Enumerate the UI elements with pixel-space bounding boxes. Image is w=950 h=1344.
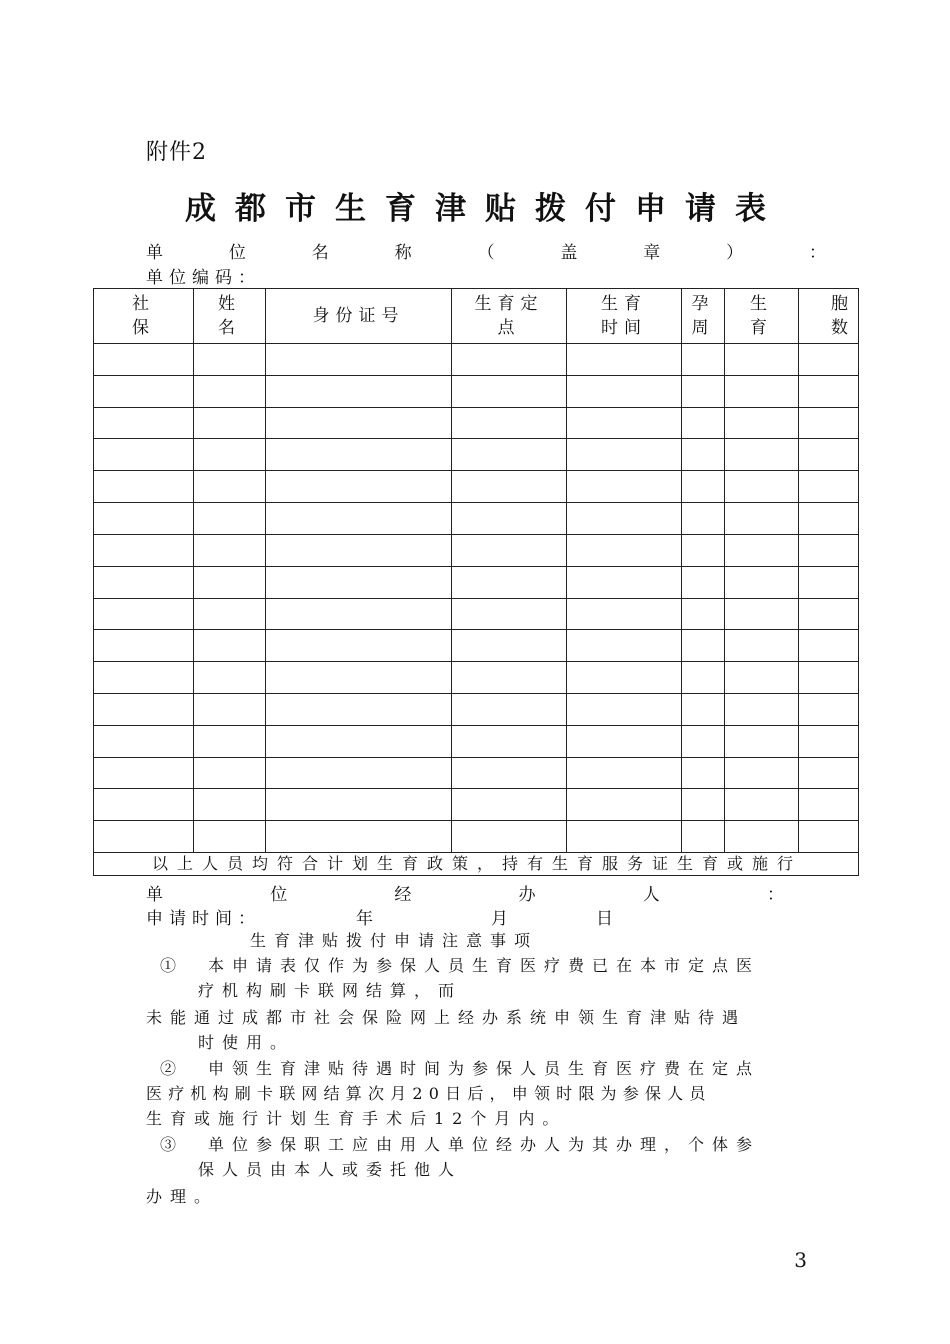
column-header [94, 289, 194, 344]
table-cell[interactable] [94, 344, 194, 376]
table-cell[interactable] [266, 375, 452, 407]
table-row [94, 662, 859, 694]
table-cell[interactable] [725, 407, 799, 439]
table-cell[interactable] [567, 344, 682, 376]
table-row [94, 789, 859, 821]
table-cell[interactable] [725, 757, 799, 789]
table-cell[interactable] [452, 693, 567, 725]
note-line-10: 办理。 [146, 1187, 219, 1206]
table-cell[interactable] [567, 566, 682, 598]
table-cell[interactable] [452, 662, 567, 694]
page-number: 3 [794, 1248, 807, 1272]
table-row [94, 344, 859, 376]
table-cell[interactable] [194, 725, 266, 757]
table-cell[interactable] [452, 725, 567, 757]
handler-char: ： [766, 885, 786, 905]
table-cell[interactable] [452, 534, 567, 566]
table-row [94, 503, 859, 535]
column-header-line: 周 [691, 318, 715, 338]
attachment-label: 附件2 [146, 140, 207, 165]
column-header [725, 289, 799, 344]
column-header [452, 289, 567, 344]
table-cell[interactable] [266, 725, 452, 757]
apply-year: 年 [356, 909, 375, 929]
table-cell[interactable] [94, 471, 194, 503]
table-cell[interactable] [682, 725, 725, 757]
table-cell[interactable] [682, 693, 725, 725]
table-cell[interactable] [194, 630, 266, 662]
table-cell[interactable] [94, 757, 194, 789]
table-cell[interactable] [452, 789, 567, 821]
table-cell[interactable] [567, 757, 682, 789]
column-header-line: 数 [831, 318, 854, 338]
table-cell[interactable] [725, 471, 799, 503]
table-cell[interactable] [682, 598, 725, 630]
table-cell[interactable] [725, 503, 799, 535]
column-header-line: 姓 [218, 294, 241, 314]
note-line-5: ② 申领生育津贴待遇时间为参保人员生育医疗费在定点 [160, 1059, 761, 1078]
note-line-1: ① 本申请表仅作为参保人员生育医疗费已在本市定点医 [160, 956, 761, 975]
table-row [94, 821, 859, 853]
table-cell[interactable] [567, 375, 682, 407]
table-cell[interactable] [799, 471, 859, 503]
table-cell[interactable] [452, 630, 567, 662]
table-cell[interactable] [194, 534, 266, 566]
table-cell[interactable] [682, 821, 725, 853]
table-cell[interactable] [567, 534, 682, 566]
table-cell[interactable] [194, 344, 266, 376]
table-cell[interactable] [266, 821, 452, 853]
table-cell[interactable] [725, 534, 799, 566]
table-cell[interactable] [725, 630, 799, 662]
apply-date-field [146, 904, 615, 929]
table-cell[interactable] [266, 344, 452, 376]
note-line-6: 医疗机构刷卡联网结算次月20日后，申领时限为参保人员 [146, 1084, 712, 1103]
table-cell[interactable] [725, 693, 799, 725]
table-row [94, 598, 859, 630]
table-cell[interactable] [799, 344, 859, 376]
declaration-text: 以上人员均符合计划生育政策，持有生育服务证生育或施行 [94, 853, 859, 876]
unit-name-char: 章 [643, 243, 663, 263]
table-cell[interactable] [266, 407, 452, 439]
table-cell[interactable] [725, 344, 799, 376]
note-line-8: ③ 单位参保职工应由用人单位经办人为其办理，个体参 [160, 1135, 761, 1154]
table-cell[interactable] [682, 662, 725, 694]
table-cell[interactable] [266, 630, 452, 662]
table-cell[interactable] [799, 439, 859, 471]
table-cell[interactable] [682, 566, 725, 598]
column-header-line: 生育定 [474, 294, 544, 314]
table-cell[interactable] [194, 662, 266, 694]
table-cell[interactable] [452, 503, 567, 535]
table-cell[interactable] [452, 439, 567, 471]
table-cell[interactable] [725, 566, 799, 598]
table-cell[interactable] [266, 789, 452, 821]
unit-name-char: 称 [394, 243, 414, 263]
apply-month: 月 [491, 909, 510, 929]
table-cell[interactable] [799, 757, 859, 789]
table-cell[interactable] [567, 503, 682, 535]
table-row [94, 725, 859, 757]
note-line-9: 保人员由本人或委托他人 [198, 1160, 463, 1179]
table-cell[interactable] [682, 534, 725, 566]
table-cell[interactable] [682, 375, 725, 407]
table-cell[interactable] [567, 725, 682, 757]
column-header-line: 时间 [601, 318, 647, 338]
table-cell[interactable] [194, 757, 266, 789]
unit-code-field: 单位编码： [146, 268, 261, 288]
table-cell[interactable] [799, 662, 859, 694]
column-header-line: 点 [497, 318, 521, 338]
column-header [682, 289, 725, 344]
table-cell[interactable] [725, 789, 799, 821]
handler-char: 单 [146, 885, 165, 905]
column-header-line: 社 [132, 294, 155, 314]
table-cell[interactable] [194, 471, 266, 503]
table-cell[interactable] [682, 344, 725, 376]
table-cell[interactable] [94, 375, 194, 407]
table-cell[interactable] [94, 566, 194, 598]
table-cell[interactable] [452, 344, 567, 376]
unit-name-char: （ [477, 243, 497, 263]
table-cell[interactable] [266, 693, 452, 725]
table-cell[interactable] [799, 725, 859, 757]
table-cell[interactable] [682, 407, 725, 439]
table-cell[interactable] [567, 789, 682, 821]
unit-name-char: 名 [311, 243, 331, 263]
table-row [94, 630, 859, 662]
table-cell[interactable] [799, 821, 859, 853]
table-cell[interactable] [194, 693, 266, 725]
table-cell[interactable] [194, 407, 266, 439]
table-cell[interactable] [799, 503, 859, 535]
table-cell[interactable] [94, 725, 194, 757]
table-row [94, 471, 859, 503]
note-line-4: 时使用。 [198, 1033, 295, 1052]
table-cell[interactable] [194, 375, 266, 407]
table-cell[interactable] [452, 566, 567, 598]
column-header-line: 孕 [691, 294, 715, 314]
table-row [94, 566, 859, 598]
apply-date-label: 申请时间： [146, 909, 261, 929]
table-cell[interactable] [94, 407, 194, 439]
unit-name-char: 单 [146, 243, 165, 263]
unit-name-char: 盖 [560, 243, 580, 263]
note-line-7: 生育或施行计划生育手术后12个月内。 [146, 1109, 567, 1128]
table-cell[interactable] [94, 693, 194, 725]
apply-day: 日 [596, 909, 615, 929]
table-cell[interactable] [194, 439, 266, 471]
table-row [94, 439, 859, 471]
column-header-line: 身份证号 [312, 306, 405, 326]
table-header-row [94, 289, 859, 344]
table-cell[interactable] [567, 662, 682, 694]
unit-name-char: 位 [228, 243, 248, 263]
unit-name-char: ： [809, 243, 828, 263]
table-cell[interactable] [266, 566, 452, 598]
table-cell[interactable] [194, 503, 266, 535]
handler-field [146, 880, 786, 905]
column-header-line: 名 [218, 318, 241, 338]
table-cell[interactable] [799, 693, 859, 725]
handler-char: 人 [642, 885, 662, 905]
table-cell[interactable] [725, 662, 799, 694]
table-cell[interactable] [682, 471, 725, 503]
table-cell[interactable] [194, 598, 266, 630]
table-cell[interactable] [799, 534, 859, 566]
table-cell[interactable] [452, 471, 567, 503]
table-cell[interactable] [94, 439, 194, 471]
table-cell[interactable] [799, 598, 859, 630]
column-header [799, 289, 859, 344]
table-cell[interactable] [567, 439, 682, 471]
table-cell[interactable] [799, 566, 859, 598]
table-cell[interactable] [266, 662, 452, 694]
table-cell[interactable] [567, 407, 682, 439]
table-cell[interactable] [567, 471, 682, 503]
table-cell[interactable] [266, 534, 452, 566]
table-cell[interactable] [682, 503, 725, 535]
table-cell[interactable] [94, 503, 194, 535]
note-line-3: 未能通过成都市社会保险网上经办系统申领生育津贴待遇 [146, 1008, 747, 1027]
table-cell[interactable] [725, 725, 799, 757]
table-cell[interactable] [799, 407, 859, 439]
table-cell[interactable] [725, 821, 799, 853]
handler-char: 办 [518, 885, 538, 905]
table-cell[interactable] [94, 662, 194, 694]
table-cell[interactable] [682, 630, 725, 662]
table-cell[interactable] [567, 630, 682, 662]
table-cell[interactable] [94, 598, 194, 630]
column-header-line: 生 [750, 294, 773, 314]
column-header-line: 生育 [601, 294, 647, 314]
table-cell[interactable] [452, 598, 567, 630]
table-footer-row [94, 853, 859, 876]
table-cell[interactable] [725, 598, 799, 630]
table-cell[interactable] [266, 757, 452, 789]
column-header [266, 289, 452, 344]
table-cell[interactable] [725, 439, 799, 471]
table-cell[interactable] [194, 821, 266, 853]
table-cell[interactable] [799, 789, 859, 821]
table-cell[interactable] [682, 439, 725, 471]
table-cell[interactable] [452, 757, 567, 789]
handler-char: 位 [270, 885, 290, 905]
table-cell[interactable] [452, 407, 567, 439]
table-cell[interactable] [452, 375, 567, 407]
table-cell[interactable] [266, 503, 452, 535]
table-cell[interactable] [94, 630, 194, 662]
table-cell[interactable] [194, 789, 266, 821]
column-header [194, 289, 266, 344]
table-row [94, 375, 859, 407]
handler-char: 经 [394, 885, 414, 905]
unit-name-field [146, 238, 828, 263]
form-title: 成都市生育津贴拨付申请表 [185, 191, 785, 227]
application-table [93, 288, 859, 876]
column-header-line: 胞 [831, 294, 854, 314]
table-cell[interactable] [682, 789, 725, 821]
column-header-line: 育 [750, 318, 773, 338]
table-cell[interactable] [725, 375, 799, 407]
table-cell[interactable] [682, 757, 725, 789]
table-row [94, 693, 859, 725]
table-cell[interactable] [567, 598, 682, 630]
table-cell[interactable] [94, 821, 194, 853]
table-cell[interactable] [567, 693, 682, 725]
unit-name-char: ） [726, 243, 746, 263]
table-cell[interactable] [567, 821, 682, 853]
table-row [94, 407, 859, 439]
notes-title: 生育津贴拨付申请注意事项 [250, 931, 539, 950]
table-row [94, 757, 859, 789]
table-cell[interactable] [266, 439, 452, 471]
table-row [94, 534, 859, 566]
table-cell[interactable] [452, 821, 567, 853]
table-cell[interactable] [266, 598, 452, 630]
column-header [567, 289, 682, 344]
table-cell[interactable] [799, 375, 859, 407]
table-cell[interactable] [266, 471, 452, 503]
table-cell[interactable] [94, 534, 194, 566]
table-cell[interactable] [94, 789, 194, 821]
table-cell[interactable] [799, 630, 859, 662]
note-line-2: 疗机构刷卡联网结算，而 [198, 981, 463, 1000]
column-header-line: 保 [132, 318, 155, 338]
table-cell[interactable] [194, 566, 266, 598]
